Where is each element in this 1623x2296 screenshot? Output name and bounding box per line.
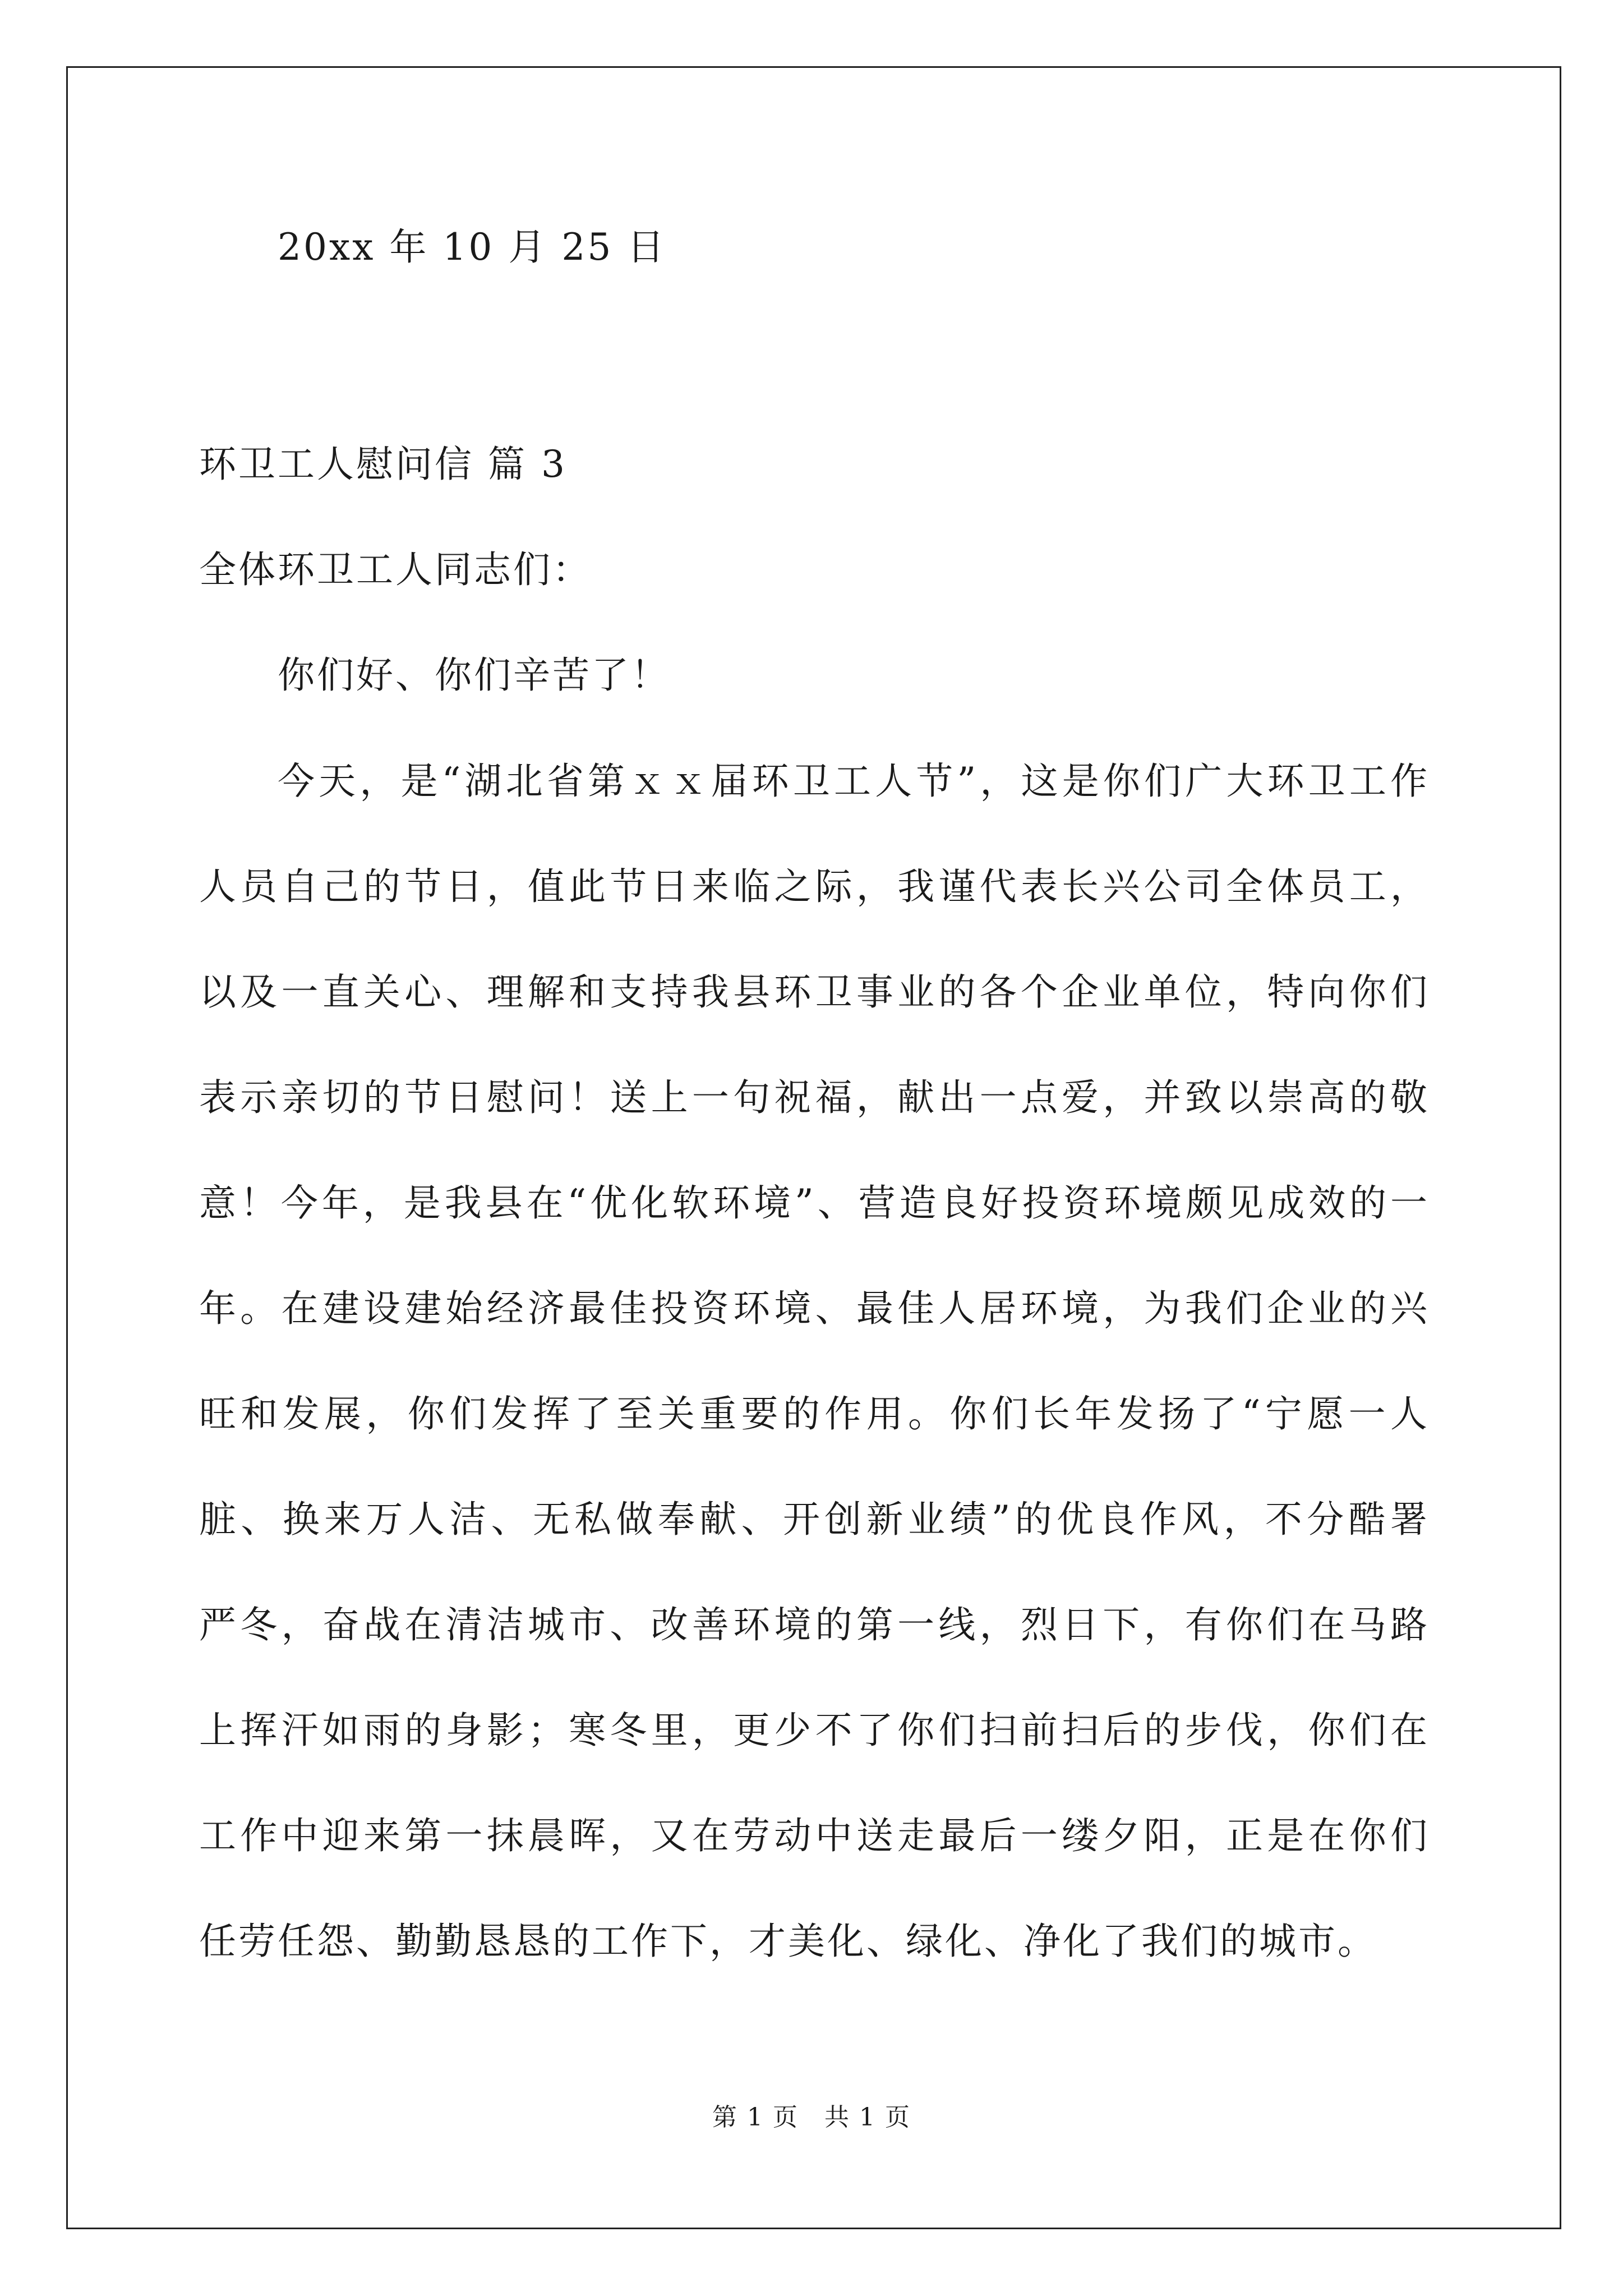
body-line: 意！今年，是我县在“优化软环境”、营造良好投资环境颇见成效的一 <box>199 1181 1427 1225</box>
body-line: 今天，是“湖北省第ｘｘ届环卫工人节”，这是你们广大环卫工作 <box>278 760 1427 803</box>
date-line: 20xx 年 10 月 25 日 <box>278 226 667 269</box>
body-line: 严冬，奋战在清洁城市、改善环境的第一线，烈日下，有你们在马路 <box>199 1603 1427 1646</box>
body-line: 任劳任怨、勤勤恳恳的工作下，才美化、绿化、净化了我们的城市。 <box>199 1920 1377 1963</box>
body-line: 以及一直关心、理解和支持我县环卫事业的各个企业单位，特向你们 <box>199 970 1427 1014</box>
body-line: 人员自己的节日，值此节日来临之际，我谨代表长兴公司全体员工， <box>199 865 1427 908</box>
body-line: 工作中迎来第一抹晨晖，又在劳动中送走最后一缕夕阳，正是在你们 <box>199 1814 1427 1857</box>
greeting: 你们好、你们辛苦了！ <box>278 654 670 697</box>
body-line: 上挥汗如雨的身影；寒冬里，更少不了你们扫前扫后的步伐，你们在 <box>199 1709 1427 1752</box>
page-footer: 第 1 页 共 1 页 <box>712 2103 911 2132</box>
body-line: 表示亲切的节日慰问！送上一句祝福，献出一点爱，并致以崇高的敬 <box>199 1076 1427 1119</box>
section-title: 环卫工人慰问信 篇 3 <box>199 443 567 486</box>
salutation: 全体环卫工人同志们： <box>199 548 592 591</box>
body-line: 旺和发展，你们发挥了至关重要的作用。你们长年发扬了“宁愿一人 <box>199 1392 1427 1435</box>
page-border <box>66 66 1561 2229</box>
body-line: 年。在建设建始经济最佳投资环境、最佳人居环境，为我们企业的兴 <box>199 1287 1427 1330</box>
body-line: 脏、换来万人洁、无私做奉献、开创新业绩”的优良作风，不分酷署 <box>199 1498 1427 1541</box>
